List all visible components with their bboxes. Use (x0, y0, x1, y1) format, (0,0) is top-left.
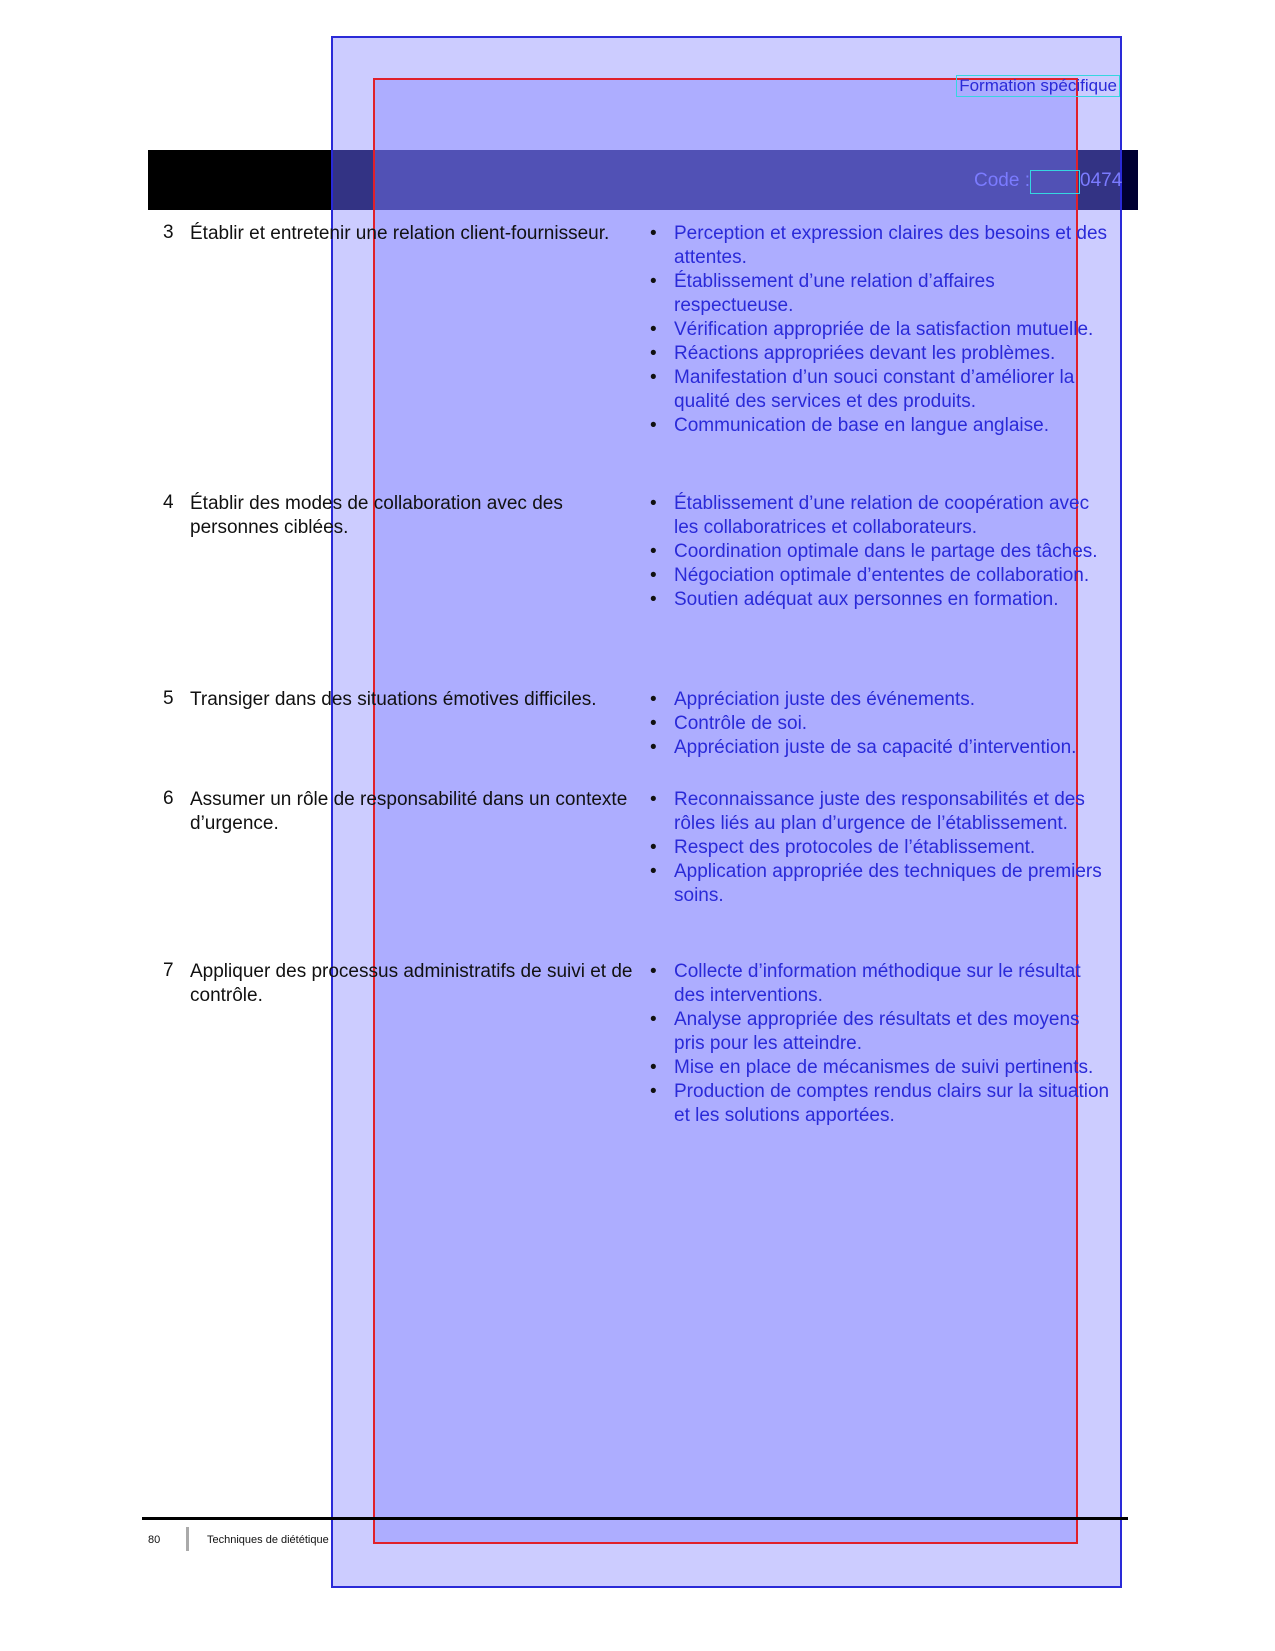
row-number: 6 (163, 788, 174, 809)
header-banner-left (148, 150, 331, 210)
row-number: 5 (163, 688, 174, 709)
footer-rule (142, 1517, 1128, 1520)
criterion: • Analyse appropriée des résultats et des moyens pris pour les atteindre. (650, 1008, 1110, 1056)
criterion: • Respect des protocoles de l’établissement. (650, 836, 1110, 860)
code-cell-box (1030, 170, 1080, 194)
footer-title: Techniques de diététique (207, 1534, 329, 1546)
criterion: • Reconnaissance juste des responsabilités et des rôles liés au plan d’urgence de l’établissement. (650, 788, 1110, 836)
criterion: • Communication de base en langue anglaise. (650, 414, 1110, 438)
row-number: 7 (163, 960, 174, 981)
criterion: • Mise en place de mécanismes de suivi pertinents. (650, 1056, 1110, 1080)
section-title: Formation spécifique (956, 75, 1120, 97)
row-task: Établir des modes de collaboration avec des personnes ciblées. (190, 493, 563, 538)
criteria-list (650, 788, 1110, 908)
row-task: Appliquer des processus administratifs de suivi et de contrôle. (190, 961, 633, 1006)
criterion: • Perception et expression claires des besoins et des attentes. (650, 222, 1110, 270)
criterion: • Appréciation juste de sa capacité d’intervention. (650, 736, 1110, 760)
criterion: • Négociation optimale d’ententes de collaboration. (650, 564, 1110, 588)
criteria-list (650, 222, 1110, 438)
row-task: Assumer un rôle de responsabilité dans un contexte d’urgence. (190, 789, 628, 834)
criterion: • Réactions appropriées devant les problèmes. (650, 342, 1110, 366)
criterion: • Établissement d’une relation d’affaires respectueuse. (650, 270, 1110, 318)
row-number: 3 (163, 222, 174, 243)
criterion: • Établissement d’une relation de coopération avec les collaboratrices et collaborateurs. (650, 492, 1110, 540)
criterion: • Collecte d’information méthodique sur le résultat des interventions. (650, 960, 1110, 1008)
row-task: Transiger dans des situations émotives difficiles. (190, 689, 597, 710)
criterion: • Vérification appropriée de la satisfaction mutuelle. (650, 318, 1110, 342)
criteria-list (650, 688, 1110, 760)
criterion: • Appréciation juste des événements. (650, 688, 1110, 712)
page-number: 80 (148, 1534, 161, 1546)
criterion: • Application appropriée des techniques de premiers soins. (650, 860, 1110, 908)
criteria-list (650, 492, 1110, 612)
criterion: • Contrôle de soi. (650, 712, 1110, 736)
criterion: • Production de comptes rendus clairs sur la situation et les solutions apportées. (650, 1080, 1110, 1128)
row-task: Établir et entretenir une relation client-fournisseur. (190, 223, 610, 244)
code-value: 0474 (1080, 170, 1123, 191)
row-number: 4 (163, 492, 174, 513)
criteria-list (650, 960, 1110, 1128)
footer-separator (186, 1527, 189, 1551)
criterion: • Soutien adéquat aux personnes en formation. (650, 588, 1110, 612)
criterion: • Manifestation d’un souci constant d’améliorer la qualité des services et des produits. (650, 366, 1110, 414)
criterion: • Coordination optimale dans le partage des tâches. (650, 540, 1110, 564)
code-label: Code : (974, 170, 1030, 191)
